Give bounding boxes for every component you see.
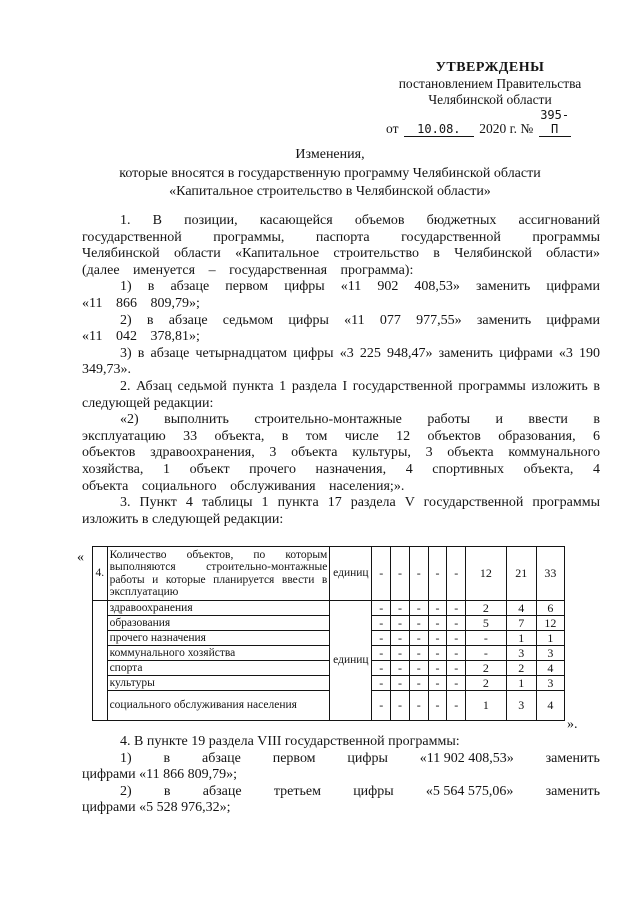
approval-block bbox=[380, 60, 600, 137]
word: цифры bbox=[347, 750, 388, 766]
value-cell: 33 bbox=[536, 547, 564, 601]
word: заменить bbox=[545, 783, 600, 799]
section-4 bbox=[82, 734, 600, 817]
row-label: коммунального хозяйства bbox=[107, 646, 330, 661]
date-prefix: от bbox=[386, 121, 399, 136]
table-row bbox=[93, 646, 565, 661]
table-row bbox=[93, 691, 565, 721]
value-cell: - bbox=[391, 547, 410, 601]
value-cell: - bbox=[372, 676, 391, 691]
row-label: культуры bbox=[107, 676, 330, 691]
value-cell: - bbox=[391, 601, 410, 616]
approval-line-1: постановлением Правительства bbox=[398, 76, 582, 91]
paragraph-1-item-3: 3) в абзаце четырнадцатом цифры «3 225 948,47» заменить цифрами «3 190 349,73». bbox=[82, 345, 600, 378]
value-cell: - bbox=[428, 631, 447, 646]
row-label: социального обслуживания населения bbox=[107, 691, 330, 721]
value-cell: - bbox=[466, 646, 507, 661]
value-cell: - bbox=[428, 676, 447, 691]
value-cell: - bbox=[391, 661, 410, 676]
value-cell: - bbox=[409, 631, 428, 646]
row-number: 4. bbox=[93, 547, 108, 601]
value-cell: 2 bbox=[466, 601, 507, 616]
heading-line-1: Изменения, bbox=[295, 147, 365, 162]
table-row bbox=[93, 631, 565, 646]
value-cell: 3 bbox=[506, 646, 536, 661]
paragraph-4-item-2-tail: цифрами «5 528 976,32»; bbox=[82, 800, 231, 816]
table-close-quote: ». bbox=[567, 717, 578, 732]
header-label: Количество объектов, по которым выполняются строительно-монтажные работы и которые планируется ввести в эксплуатацию bbox=[107, 547, 330, 601]
paragraph-1-item-2: 2) в абзаце седьмом цифры «11 077 977,55» заменить цифрами «11 042 378,81»; bbox=[82, 312, 600, 345]
row-label: образования bbox=[107, 616, 330, 631]
handwritten-number: 395-П bbox=[540, 108, 570, 136]
value-cell: 6 bbox=[536, 601, 564, 616]
word: абзаце bbox=[202, 783, 242, 799]
row-number-empty bbox=[93, 601, 108, 721]
word: цифры bbox=[353, 783, 394, 799]
value-cell: - bbox=[391, 631, 410, 646]
paragraph-4-item-1-tail: цифрами «11 866 809,79»; bbox=[82, 767, 237, 783]
value-cell: - bbox=[372, 646, 391, 661]
value-cell: 7 bbox=[506, 616, 536, 631]
value-cell: - bbox=[391, 646, 410, 661]
value-cell: - bbox=[372, 661, 391, 676]
row-label: прочего назначения bbox=[107, 631, 330, 646]
approval-title: УТВЕРЖДЕНЫ bbox=[435, 60, 545, 75]
value-cell: - bbox=[447, 631, 466, 646]
value-cell: - bbox=[428, 601, 447, 616]
paragraph-2-quote: «2) выполнить строительно-монтажные работы и ввести в эксплуатацию 33 объекта, в том числе 12 объектов образования, 6 объектов здравоохранения, 3 объекта культуры, 3 объекта коммунального хозяйства, 1 объект прочего назначения, 4 спортивных объекта, 4 объекта социального обслуживания населения;». bbox=[82, 412, 600, 494]
value-cell: 3 bbox=[506, 691, 536, 721]
value-cell: - bbox=[372, 691, 391, 721]
value-cell: - bbox=[428, 691, 447, 721]
approval-line-2: Челябинской области bbox=[428, 92, 552, 107]
word: «5 564 575,06» bbox=[425, 783, 514, 799]
value-cell: 2 bbox=[506, 661, 536, 676]
value-cell: 12 bbox=[536, 616, 564, 631]
handwritten-date: 10.08. bbox=[404, 122, 474, 137]
value-cell: - bbox=[391, 691, 410, 721]
value-cell: - bbox=[428, 646, 447, 661]
value-cell: 1 bbox=[506, 631, 536, 646]
table-header-row bbox=[93, 547, 565, 601]
word: 1) bbox=[120, 750, 132, 766]
word: в bbox=[163, 750, 171, 766]
value-cell: - bbox=[391, 616, 410, 631]
value-cell: 3 bbox=[536, 646, 564, 661]
value-cell: - bbox=[409, 601, 428, 616]
value-cell: 1 bbox=[506, 676, 536, 691]
table-open-quote: « bbox=[77, 550, 84, 565]
value-cell: - bbox=[466, 631, 507, 646]
value-cell: - bbox=[447, 661, 466, 676]
year-text: 2020 г. № bbox=[479, 121, 534, 136]
value-cell: - bbox=[428, 547, 447, 601]
unit-cell: единиц bbox=[330, 547, 372, 601]
value-cell: 4 bbox=[506, 601, 536, 616]
value-cell: - bbox=[372, 547, 391, 601]
value-cell: - bbox=[447, 601, 466, 616]
value-cell: - bbox=[428, 661, 447, 676]
value-cell: - bbox=[409, 661, 428, 676]
value-cell: - bbox=[409, 547, 428, 601]
value-cell: - bbox=[447, 547, 466, 601]
value-cell: 1 bbox=[466, 691, 507, 721]
paragraph-4-item-1-line bbox=[82, 751, 600, 768]
value-cell: - bbox=[428, 616, 447, 631]
table-row bbox=[93, 676, 565, 691]
table-row bbox=[93, 661, 565, 676]
heading-line-3: «Капитальное строительство в Челябинской области» bbox=[169, 184, 491, 199]
word: в bbox=[163, 783, 171, 799]
value-cell: 21 bbox=[506, 547, 536, 601]
paragraph-1: 1. В позиции, касающейся объемов бюджетных ассигнований государственной программы, паспорта государственной программы Челябинской области «Капитальное строительство в Челябинской области» (далее именуется – государственная программа): bbox=[82, 213, 600, 278]
word: заменить bbox=[545, 750, 600, 766]
value-cell: - bbox=[447, 616, 466, 631]
value-cell: - bbox=[372, 631, 391, 646]
value-cell: 2 bbox=[466, 676, 507, 691]
value-cell: - bbox=[409, 676, 428, 691]
value-cell: - bbox=[447, 646, 466, 661]
word: третьем bbox=[273, 783, 321, 799]
value-cell: 4 bbox=[536, 691, 564, 721]
value-cell: 2 bbox=[466, 661, 507, 676]
paragraph-4-item-2-line bbox=[82, 784, 600, 801]
value-cell: - bbox=[372, 601, 391, 616]
value-cell: 1 bbox=[536, 631, 564, 646]
paragraph-4: 4. В пункте 19 раздела VIII государственной программы: bbox=[120, 734, 460, 749]
document-heading bbox=[60, 146, 600, 202]
value-cell: - bbox=[447, 676, 466, 691]
value-cell: - bbox=[409, 646, 428, 661]
paragraph-2: 2. Абзац седьмой пункта 1 раздела I государственной программы изложить в следующей редакции: bbox=[82, 378, 600, 411]
row-label: здравоохранения bbox=[107, 601, 330, 616]
table-row bbox=[93, 616, 565, 631]
value-cell: 12 bbox=[466, 547, 507, 601]
approval-date-line bbox=[380, 108, 600, 137]
heading-line-2: которые вносятся в государственную программу Челябинской области bbox=[119, 165, 541, 181]
word: первом bbox=[272, 750, 316, 766]
objects-table bbox=[92, 546, 565, 721]
value-cell: - bbox=[391, 676, 410, 691]
unit-cell: единиц bbox=[330, 601, 372, 721]
word: абзаце bbox=[202, 750, 241, 766]
paragraph-3: 3. Пункт 4 таблицы 1 пункта 17 раздела V государственной программы изложить в следующей редакции: bbox=[82, 495, 600, 527]
value-cell: 3 bbox=[536, 676, 564, 691]
value-cell: - bbox=[409, 691, 428, 721]
word: «11 902 408,53» bbox=[419, 750, 514, 766]
value-cell: - bbox=[409, 616, 428, 631]
paragraph-1-item-1: 1) в абзаце первом цифры «11 902 408,53» заменить цифрами «11 866 809,79»; bbox=[82, 279, 600, 311]
value-cell: 5 bbox=[466, 616, 507, 631]
word: 2) bbox=[120, 783, 132, 799]
value-cell: 4 bbox=[536, 661, 564, 676]
table-row bbox=[93, 601, 565, 616]
document-body bbox=[82, 213, 600, 528]
value-cell: - bbox=[447, 691, 466, 721]
value-cell: - bbox=[372, 616, 391, 631]
row-label: спорта bbox=[107, 661, 330, 676]
